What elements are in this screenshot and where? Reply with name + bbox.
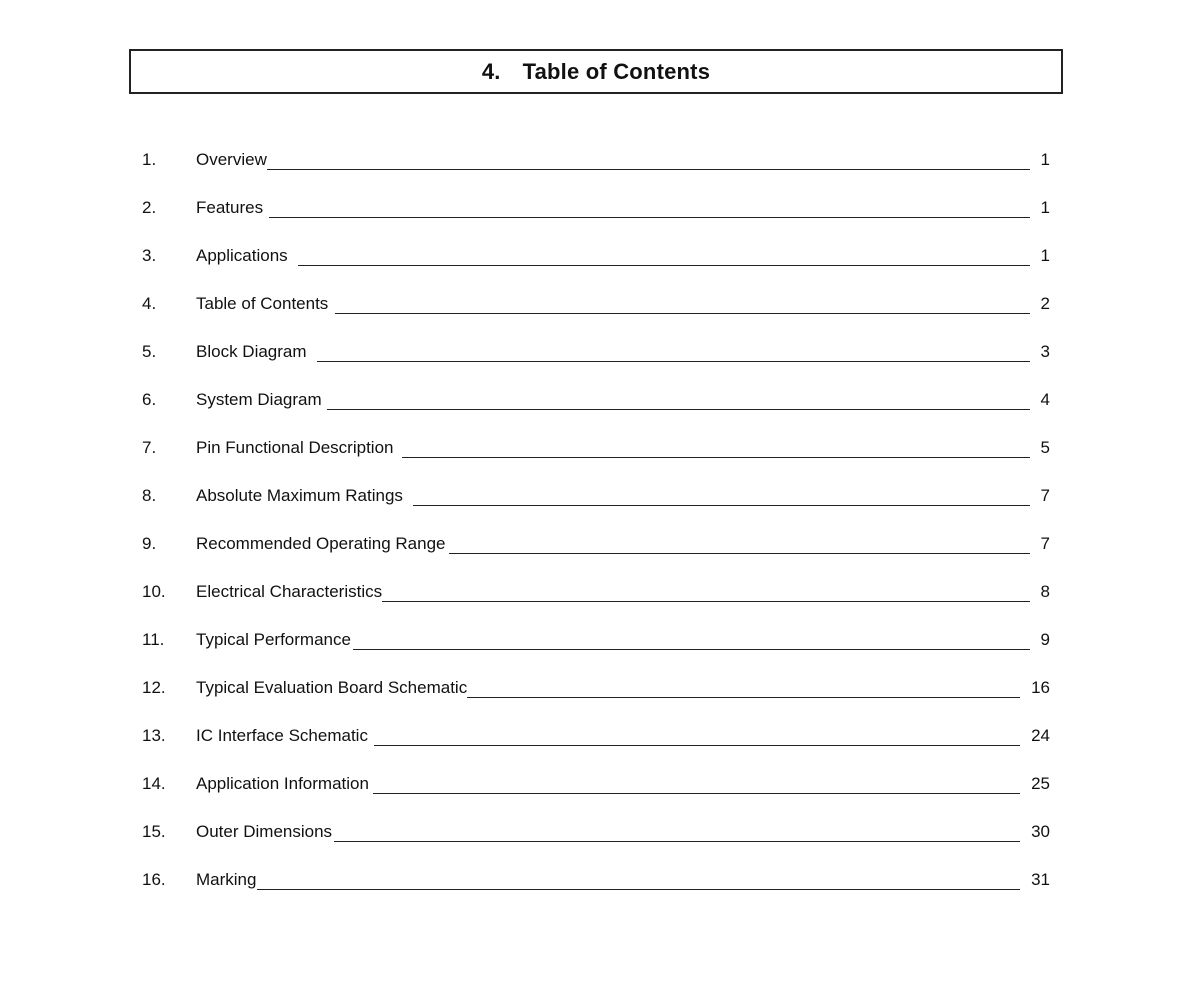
toc-entry-page: 3	[1040, 342, 1050, 361]
toc-entry-table-of-contents[interactable]	[0, 293, 1190, 315]
toc-entry-title: Typical Performance	[196, 630, 351, 649]
toc-entry-page: 31	[1031, 870, 1050, 889]
toc-entry-applications[interactable]	[0, 245, 1190, 267]
toc-entry-number: 3.	[142, 246, 157, 265]
toc-entry-page: 24	[1031, 726, 1050, 745]
toc-entry-page: 1	[1040, 150, 1050, 169]
toc-entry-title: Application Information	[196, 774, 369, 793]
toc-entry-number: 14.	[142, 774, 166, 793]
toc-entry-page: 9	[1040, 630, 1050, 649]
toc-entry-page: 7	[1040, 534, 1050, 553]
toc-entry-overview[interactable]	[0, 149, 1190, 171]
toc-entry-line	[196, 773, 1020, 795]
toc-entry-number: 5.	[142, 342, 157, 361]
toc-entry-page: 25	[1031, 774, 1050, 793]
toc-entry-line	[196, 485, 1030, 507]
toc-entry-number: 9.	[142, 534, 157, 553]
toc-entry-title: Typical Evaluation Board Schematic	[196, 678, 468, 697]
toc-entry-line	[196, 197, 1030, 219]
toc-leader-line	[327, 409, 1030, 410]
toc-entry-page: 5	[1040, 438, 1050, 457]
toc-entry-ic-interface-schematic[interactable]	[0, 725, 1190, 747]
toc-entry-line	[196, 869, 1020, 891]
toc-entry-line	[196, 245, 1030, 267]
toc-entry-pin-functional-description[interactable]	[0, 437, 1190, 459]
section-heading-number: 4.	[481, 58, 501, 84]
toc-leader-line	[467, 697, 1020, 698]
toc-leader-line	[317, 361, 1030, 362]
toc-entry-title: Pin Functional Description	[196, 438, 394, 457]
toc-entry-page: 7	[1040, 486, 1050, 505]
toc-entry-typical-performance[interactable]	[0, 629, 1190, 651]
toc-entry-outer-dimensions[interactable]	[0, 821, 1190, 843]
toc-leader-line	[353, 649, 1030, 650]
toc-entry-line	[196, 341, 1030, 363]
toc-entry-title: Features	[196, 198, 264, 217]
toc-entry-line	[196, 629, 1030, 651]
toc-entry-number: 8.	[142, 486, 157, 505]
toc-entry-system-diagram[interactable]	[0, 389, 1190, 411]
toc-leader-line	[402, 457, 1030, 458]
toc-entry-number: 7.	[142, 438, 157, 457]
toc-entry-title: Overview	[196, 150, 267, 169]
toc-entry-title: Outer Dimensions	[196, 822, 333, 841]
toc-entry-page: 2	[1040, 294, 1050, 313]
toc-entry-title: Electrical Characteristics	[196, 582, 383, 601]
toc-entry-page: 16	[1031, 678, 1050, 697]
toc-leader-line	[334, 841, 1020, 842]
toc-leader-line	[382, 601, 1030, 602]
toc-entry-line	[196, 437, 1030, 459]
toc-entry-number: 1.	[142, 150, 157, 169]
toc-entry-title: Block Diagram	[196, 342, 307, 361]
toc-entry-line	[196, 581, 1030, 603]
toc-entry-page: 8	[1040, 582, 1050, 601]
toc-entry-number: 13.	[142, 726, 166, 745]
toc-entry-number: 10.	[142, 582, 166, 601]
toc-entry-page: 4	[1040, 390, 1050, 409]
toc-entry-line	[196, 149, 1030, 171]
toc-entry-line	[196, 725, 1020, 747]
toc-entry-number: 16.	[142, 870, 166, 889]
toc-entry-application-information[interactable]	[0, 773, 1190, 795]
toc-entry-number: 11.	[142, 630, 165, 649]
toc-entry-page: 1	[1040, 246, 1050, 265]
toc-entry-line	[196, 533, 1030, 555]
toc-entry-line	[196, 821, 1020, 843]
toc-entry-marking[interactable]	[0, 869, 1190, 891]
toc-entry-title: IC Interface Schematic	[196, 726, 368, 745]
toc-entry-number: 12.	[142, 678, 166, 697]
toc-entry-title: Applications	[196, 246, 288, 265]
section-heading-box	[129, 49, 1063, 94]
toc-entry-typical-evaluation-board-schematic[interactable]	[0, 677, 1190, 699]
toc-leader-line	[298, 265, 1030, 266]
toc-leader-line	[335, 313, 1030, 314]
toc-entry-number: 4.	[142, 294, 157, 313]
toc-entry-block-diagram[interactable]	[0, 341, 1190, 363]
toc-entry-absolute-maximum-ratings[interactable]	[0, 485, 1190, 507]
toc-leader-line	[449, 553, 1030, 554]
toc-entry-page: 30	[1031, 822, 1050, 841]
toc-entry-title: System Diagram	[196, 390, 322, 409]
toc-entry-number: 6.	[142, 390, 157, 409]
toc-entry-features[interactable]	[0, 197, 1190, 219]
toc-leader-line	[269, 217, 1030, 218]
toc-leader-line	[374, 745, 1020, 746]
toc-leader-line	[257, 889, 1020, 890]
toc-entry-title: Absolute Maximum Ratings	[196, 486, 403, 505]
toc-entry-title: Table of Contents	[196, 294, 329, 313]
section-heading-title: Table of Contents	[522, 58, 711, 84]
toc-entry-electrical-characteristics[interactable]	[0, 581, 1190, 603]
toc-entry-line	[196, 293, 1030, 315]
toc-leader-line	[373, 793, 1020, 794]
toc-entry-recommended-operating-range[interactable]	[0, 533, 1190, 555]
toc-entry-number: 2.	[142, 198, 157, 217]
toc-entry-line	[196, 389, 1030, 411]
toc-entry-page: 1	[1040, 198, 1050, 217]
toc-entry-number: 15.	[142, 822, 166, 841]
toc-entry-title: Marking	[196, 870, 257, 889]
toc-leader-line	[413, 505, 1030, 506]
toc-entry-line	[196, 677, 1020, 699]
toc-entry-title: Recommended Operating Range	[196, 534, 446, 553]
toc-leader-line	[267, 169, 1030, 170]
